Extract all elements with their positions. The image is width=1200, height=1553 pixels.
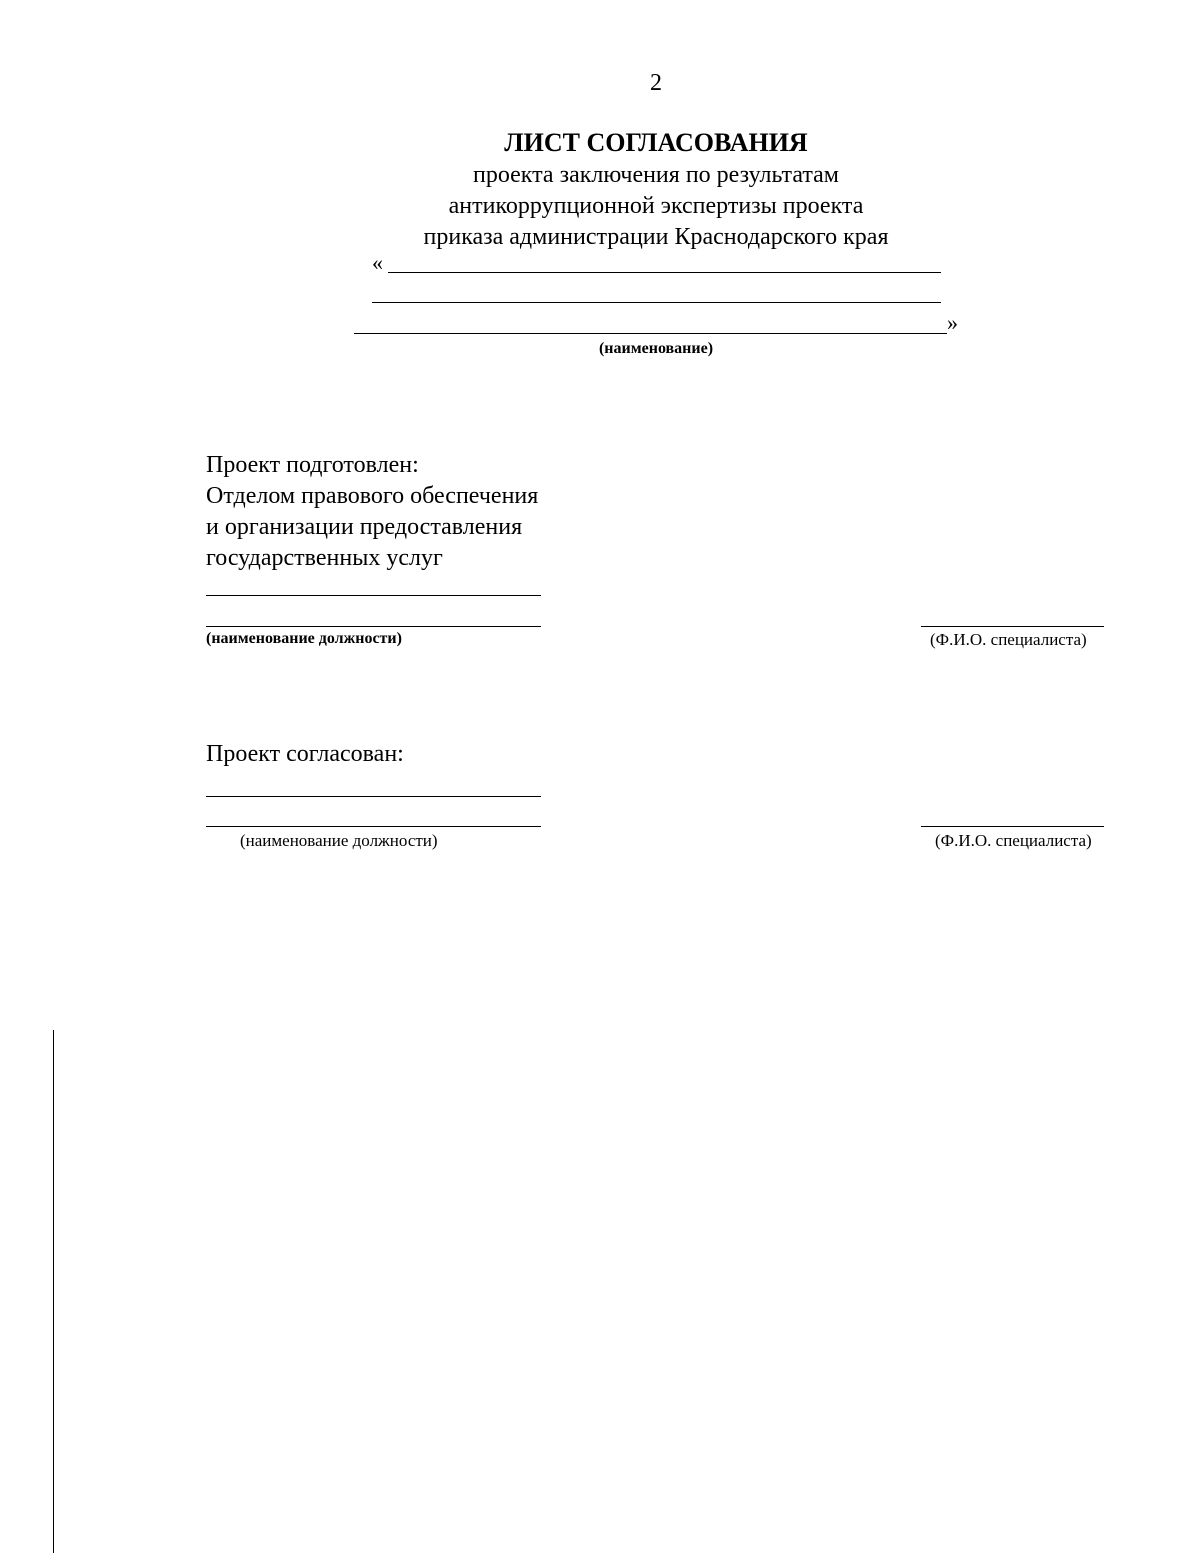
agreed-position-line-1[interactable] <box>206 796 541 797</box>
agreed-position-line-2[interactable] <box>206 826 541 827</box>
name-blank-line-3[interactable] <box>354 333 947 334</box>
prepared-position-caption: (наименование должности) <box>206 630 402 647</box>
close-quote: » <box>947 310 958 335</box>
subtitle-line-2: антикоррупционной экспертизы проекта <box>448 193 864 219</box>
prepared-label: Проект подготовлен: <box>206 452 419 478</box>
name-caption: (наименование) <box>598 340 714 357</box>
agreed-name-line[interactable] <box>921 826 1104 827</box>
page-number: 2 <box>650 70 662 96</box>
left-margin-rule <box>53 1030 54 1553</box>
prepared-position-line-2[interactable] <box>206 626 541 627</box>
prepared-name-caption: (Ф.И.О. специалиста) <box>930 630 1087 649</box>
department-line-2: и организации предоставления <box>206 514 523 540</box>
subtitle-line-3: приказа администрации Краснодарского края <box>423 224 889 250</box>
subtitle-line-1: проекта заключения по результатам <box>473 162 839 188</box>
agreed-label: Проект согласован: <box>206 741 404 767</box>
title-block <box>0 126 1200 253</box>
name-blank-line-2[interactable] <box>372 302 941 303</box>
prepared-section <box>206 450 538 574</box>
prepared-name-line[interactable] <box>921 626 1104 627</box>
prepared-position-line-1[interactable] <box>206 595 541 596</box>
document-title: ЛИСТ СОГЛАСОВАНИЯ <box>504 128 808 157</box>
open-quote: « <box>372 250 383 275</box>
department-line-3: государственных услуг <box>206 545 443 571</box>
agreed-position-caption: (наименование должности) <box>240 831 438 850</box>
agreed-name-caption: (Ф.И.О. специалиста) <box>935 831 1092 850</box>
department-line-1: Отделом правового обеспечения <box>206 483 539 509</box>
name-blank-line-1[interactable] <box>388 272 941 273</box>
